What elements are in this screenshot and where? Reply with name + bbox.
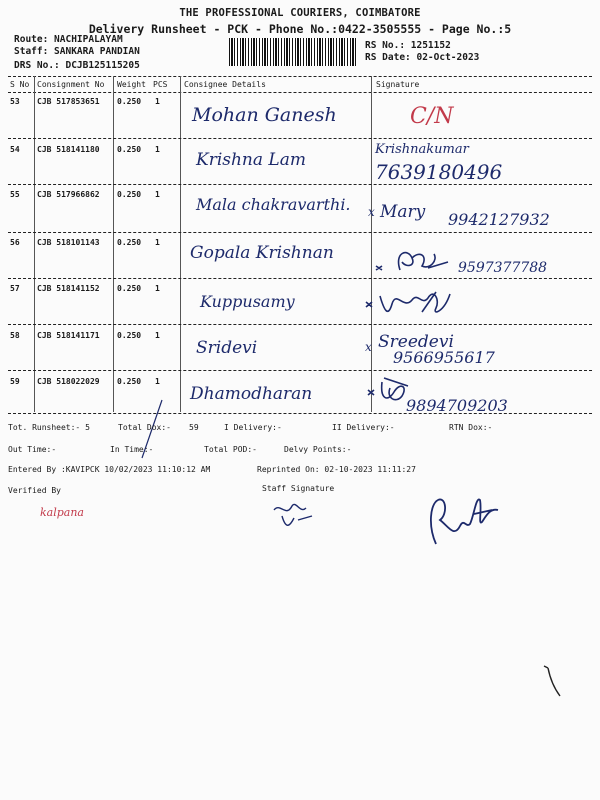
i-delivery: I Delivery:- [224, 423, 282, 432]
row-rule [8, 370, 592, 371]
verified-by-label: Verified By [8, 486, 61, 495]
row-signature: Krishnakumar [375, 142, 469, 157]
total-dox-value: 59 [189, 423, 199, 432]
table-top-rule [8, 76, 592, 77]
row-consignee: Gopala Krishnan [190, 243, 334, 263]
row-sno: 58 [10, 331, 20, 340]
row-consignee: Sridevi [196, 338, 258, 358]
row-consignment: CJB 518141152 [37, 284, 100, 293]
row-rule [8, 324, 592, 325]
table-bottom-rule [8, 413, 592, 414]
col-header-consignment: Consignment No [37, 80, 105, 89]
rs-number: RS No.: 1251152 [365, 40, 451, 51]
large-signature-scribble [424, 486, 504, 552]
row-consignment: CJB 518141171 [37, 331, 100, 340]
row-phone: 9566955617 [393, 348, 495, 367]
row-pcs: 1 [155, 145, 160, 154]
staff: Staff: SANKARA PANDIAN [14, 46, 140, 57]
signature-scribble [372, 244, 462, 276]
row-pcs: 1 [155, 377, 160, 386]
staff-signature-scribble [270, 496, 320, 532]
row-signature: Mary [380, 202, 426, 222]
row-weight: 0.250 [117, 331, 142, 340]
row-weight: 0.250 [117, 377, 142, 386]
row-consignment: CJB 517853651 [37, 97, 100, 106]
row-signature: C/N [410, 104, 454, 129]
rtn-dox: RTN Dox:- [449, 423, 493, 432]
row-consignee: Kuppusamy [200, 292, 295, 311]
row-sno: 55 [10, 190, 20, 199]
row-rule [8, 278, 592, 279]
row-consignee: Dhamodharan [190, 384, 313, 404]
barcode [229, 38, 357, 66]
row-phone: 9894709203 [406, 396, 508, 415]
col-header-weight: Weight [117, 80, 146, 89]
row-consignee: Mala chakravarthi. [196, 195, 351, 214]
staff-signature-label: Staff Signature [262, 484, 335, 493]
row-weight: 0.250 [117, 97, 142, 106]
row-consignment: CJB 518022029 [37, 377, 100, 386]
col-header-sno: S No [10, 80, 30, 89]
row-sno: 53 [10, 97, 20, 106]
row-pcs: 1 [155, 190, 160, 199]
out-time: Out Time:- [8, 445, 57, 454]
cross-mark: x [368, 205, 375, 219]
delvy-points: Delvy Points:- [284, 445, 352, 454]
row-sno: 57 [10, 284, 20, 293]
signature-scribble [362, 282, 472, 324]
company-name: THE PROFESSIONAL COURIERS, COIMBATORE [179, 7, 421, 19]
row-pcs: 1 [155, 331, 160, 340]
runsheet-title: Delivery Runsheet - PCK - Phone No.:0422-3505555 - Page No.:5 [88, 22, 512, 36]
row-phone: 9597377788 [458, 260, 548, 276]
row-consignee: Mohan Ganesh [192, 104, 337, 126]
row-rule [8, 138, 592, 139]
col-divider [113, 76, 114, 412]
row-consignment: CJB 518141180 [37, 145, 100, 154]
total-dox-label: Total Dox:- [118, 423, 171, 432]
col-divider [180, 76, 181, 412]
route: Route: NACHIPALAYAM [14, 34, 123, 45]
row-weight: 0.250 [117, 284, 142, 293]
col-divider [34, 76, 35, 412]
row-sno: 54 [10, 145, 20, 154]
row-weight: 0.250 [117, 238, 142, 247]
row-sno: 59 [10, 377, 20, 386]
row-rule [8, 184, 592, 185]
row-consignment: CJB 517966862 [37, 190, 100, 199]
drs-number: DRS No.: DCJB125115205 [14, 60, 140, 71]
rs-date: RS Date: 02-Oct-2023 [365, 52, 480, 63]
row-phone: 7639180496 [375, 160, 503, 184]
ii-delivery: II Delivery:- [332, 423, 395, 432]
row-phone: 9942127932 [448, 210, 550, 229]
row-weight: 0.250 [117, 145, 142, 154]
reprinted-on: Reprinted On: 02-10-2023 11:11:27 [257, 465, 416, 474]
in-time: In Time:- [110, 445, 154, 454]
verifier-signature: kalpana [40, 506, 84, 519]
row-consignment: CJB 518101143 [37, 238, 100, 247]
row-pcs: 1 [155, 238, 160, 247]
row-signature: Sreedevi [378, 332, 454, 352]
cross-mark: x [365, 340, 372, 354]
header-rule [8, 92, 592, 93]
total-pod: Total POD:- [204, 445, 257, 454]
stray-pen-mark [538, 660, 568, 700]
col-header-consignee: Consignee Details [184, 80, 266, 89]
row-pcs: 1 [155, 284, 160, 293]
col-header-signature: Signature [376, 80, 420, 89]
row-sno: 56 [10, 238, 20, 247]
row-consignee: Krishna Lam [196, 150, 306, 170]
col-header-pcs: PCS [153, 80, 168, 89]
row-weight: 0.250 [117, 190, 142, 199]
row-rule [8, 232, 592, 233]
row-pcs: 1 [155, 97, 160, 106]
entered-by: Entered By :KAVIPCK 10/02/2023 11:10:12 AM [8, 465, 211, 474]
tot-runsheet: Tot. Runsheet:- 5 [8, 423, 90, 432]
